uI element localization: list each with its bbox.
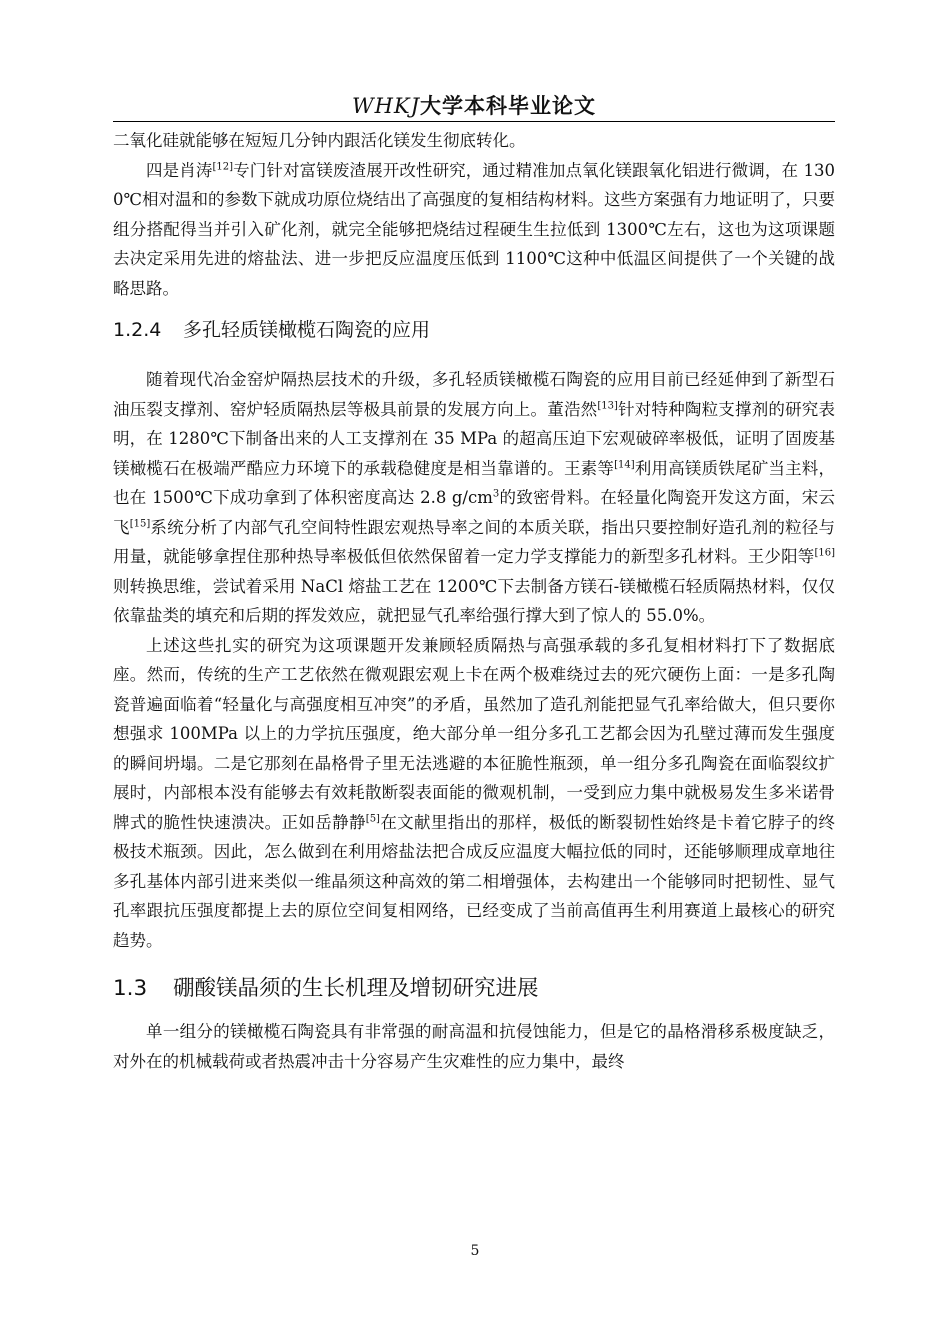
header-title: 大学本科毕业论文 — [420, 94, 596, 118]
text-run: 利用高镁质铁尾矿当主料，也在 1500℃下成功拿到了体积密度高达 2.8 g/cm — [113, 458, 836, 507]
text-run: 上述这些扎实的研究为这项课题开发兼顾轻质隔热与高强承载的多孔复相材料打下了数据底座。然而，传统的生产工艺依然在微观跟宏观上卡在两个极难绕过去的死穴硬伤上面：一是多孔陶瓷普遍面临着“轻量化与高强度相互冲突”的矛盾，虽然加了造孔剂能把显气孔率给做大，但只要你想强求 100MPa 以上的力学抗压强度，绝大部分单一组分多孔工艺都会因为孔壁过薄而发生强度的瞬间坍塌。二是它那刻在晶格骨子里无法逃避的本征脆性瓶颈，单一组分多孔陶瓷在面临裂纹扩展时，内部根本没有能够去有效耗散断裂表面能的微观机制，一受到应力集中就极易发生多米诺骨牌式的脆性快速溃决。 — [113, 635, 835, 832]
citation: [16] — [814, 547, 835, 559]
section-title: 多孔轻质镁橄榄石陶瓷的应用 — [183, 319, 431, 341]
paragraph-1: 二氧化硅就能够在短短几分钟内跟活化镁发生彻底转化。 — [113, 131, 526, 150]
text-run: 的致密骨料。在轻量化陶瓷开发这方面，宋云飞 — [113, 488, 836, 537]
section-number: 1.3 — [113, 976, 148, 1001]
text-run: 随着现代冶金窑炉隔热层技术的升级，多孔轻质镁橄榄石陶瓷的应用目前已经延伸到了新型石油压裂支撑剂、窑炉轻质隔热层等极具前景的发展方向上。董浩然 — [113, 370, 835, 419]
citation: [12] — [212, 161, 234, 172]
section-title: 硼酸镁晶须的生长机理及增韧研究进展 — [173, 976, 539, 1001]
section-heading-1-2-4 — [113, 315, 835, 345]
unit-superscript: 3 — [492, 488, 500, 500]
page-number: 5 — [470, 1243, 480, 1259]
section-number: 1.2.4 — [113, 319, 162, 341]
text-run: 针对特种陶粒支撑剂的研究表明，在 1280℃下制备出来的人工支撑剂在 35 MPa 的超高压迫下宏观破碎率极低，证明了固废基镁橄榄石在极端严酷应力环境下的承载稳健度是相当靠谱的。王素等 — [113, 399, 836, 478]
citation: [14] — [614, 459, 635, 470]
header-brand: WHKJ — [351, 94, 420, 118]
citation: [5] — [365, 813, 380, 824]
citation: [15] — [129, 518, 151, 529]
text-run: 则转换思维，尝试着采用 NaCl 熔盐工艺在 1200℃下去制备方镁石-镁橄榄石轻质隔热材料，仅仅依靠盐类的填充和后期的挥发效应，就把显气孔率给强行撑大到了惊人的 55.0%。 — [113, 576, 835, 625]
body-text — [113, 126, 835, 1076]
paragraph-3 — [113, 365, 835, 631]
paragraph-4 — [113, 631, 835, 956]
paragraph-2 — [113, 156, 835, 304]
text-run: 在文献里指出的那样，极低的断裂韧性始终是卡着它脖子的终极技术瓶颈。因此，怎么做到在利用熔盐法把合成反应温度大幅拉低的同时，还能够顺理成章地往多孔基体内部引进来类似一维晶须这种高效的第二相增强体，去构建出一个能够同时把韧性、显气孔率跟抗压强度都提上去的原位空间复相网络，已经变成了当前高值再生利用赛道上最核心的研究趋势。 — [113, 812, 836, 950]
text-run: 四是肖涛 — [146, 160, 213, 180]
paragraph-5: 单一组分的镁橄榄石陶瓷具有非常强的耐高温和抗侵蚀能力，但是它的晶格滑移系极度缺乏，对外在的机械载荷或者热震冲击十分容易产生灾难性的应力集中，最终 — [113, 1022, 835, 1071]
text-run: 正如岳静静 — [281, 812, 366, 832]
page-header — [113, 90, 835, 120]
section-heading-1-3 — [113, 973, 835, 1005]
citation: [13] — [597, 400, 618, 411]
text-run: 专门针对富镁废渣展开改性研究，通过精准加点氧化镁跟氧化铝进行微调，在 1300℃相对温和的参数下就成功原位烧结出了高强度的复相结构材料。这些方案强有力地证明了，只要组分搭配得当并引入矿化剂，就完全能够把烧结过程硬生生拉低到 1300℃左右，这也为这项课题去决定采用先进的熔盐法、进一步把反应温度压低到 1100℃这种中低温区间提供了一个关键的战略思路。 — [113, 160, 836, 298]
header-rule — [113, 121, 835, 122]
text-run: 系统分析了内部气孔空间特性跟宏观热导率之间的本质关联，指出只要控制好造孔剂的粒径与用量，就能够拿捏住那种热导率极低但依然保留着一定力学支撑能力的新型多孔材料。王少阳等 — [113, 517, 836, 566]
